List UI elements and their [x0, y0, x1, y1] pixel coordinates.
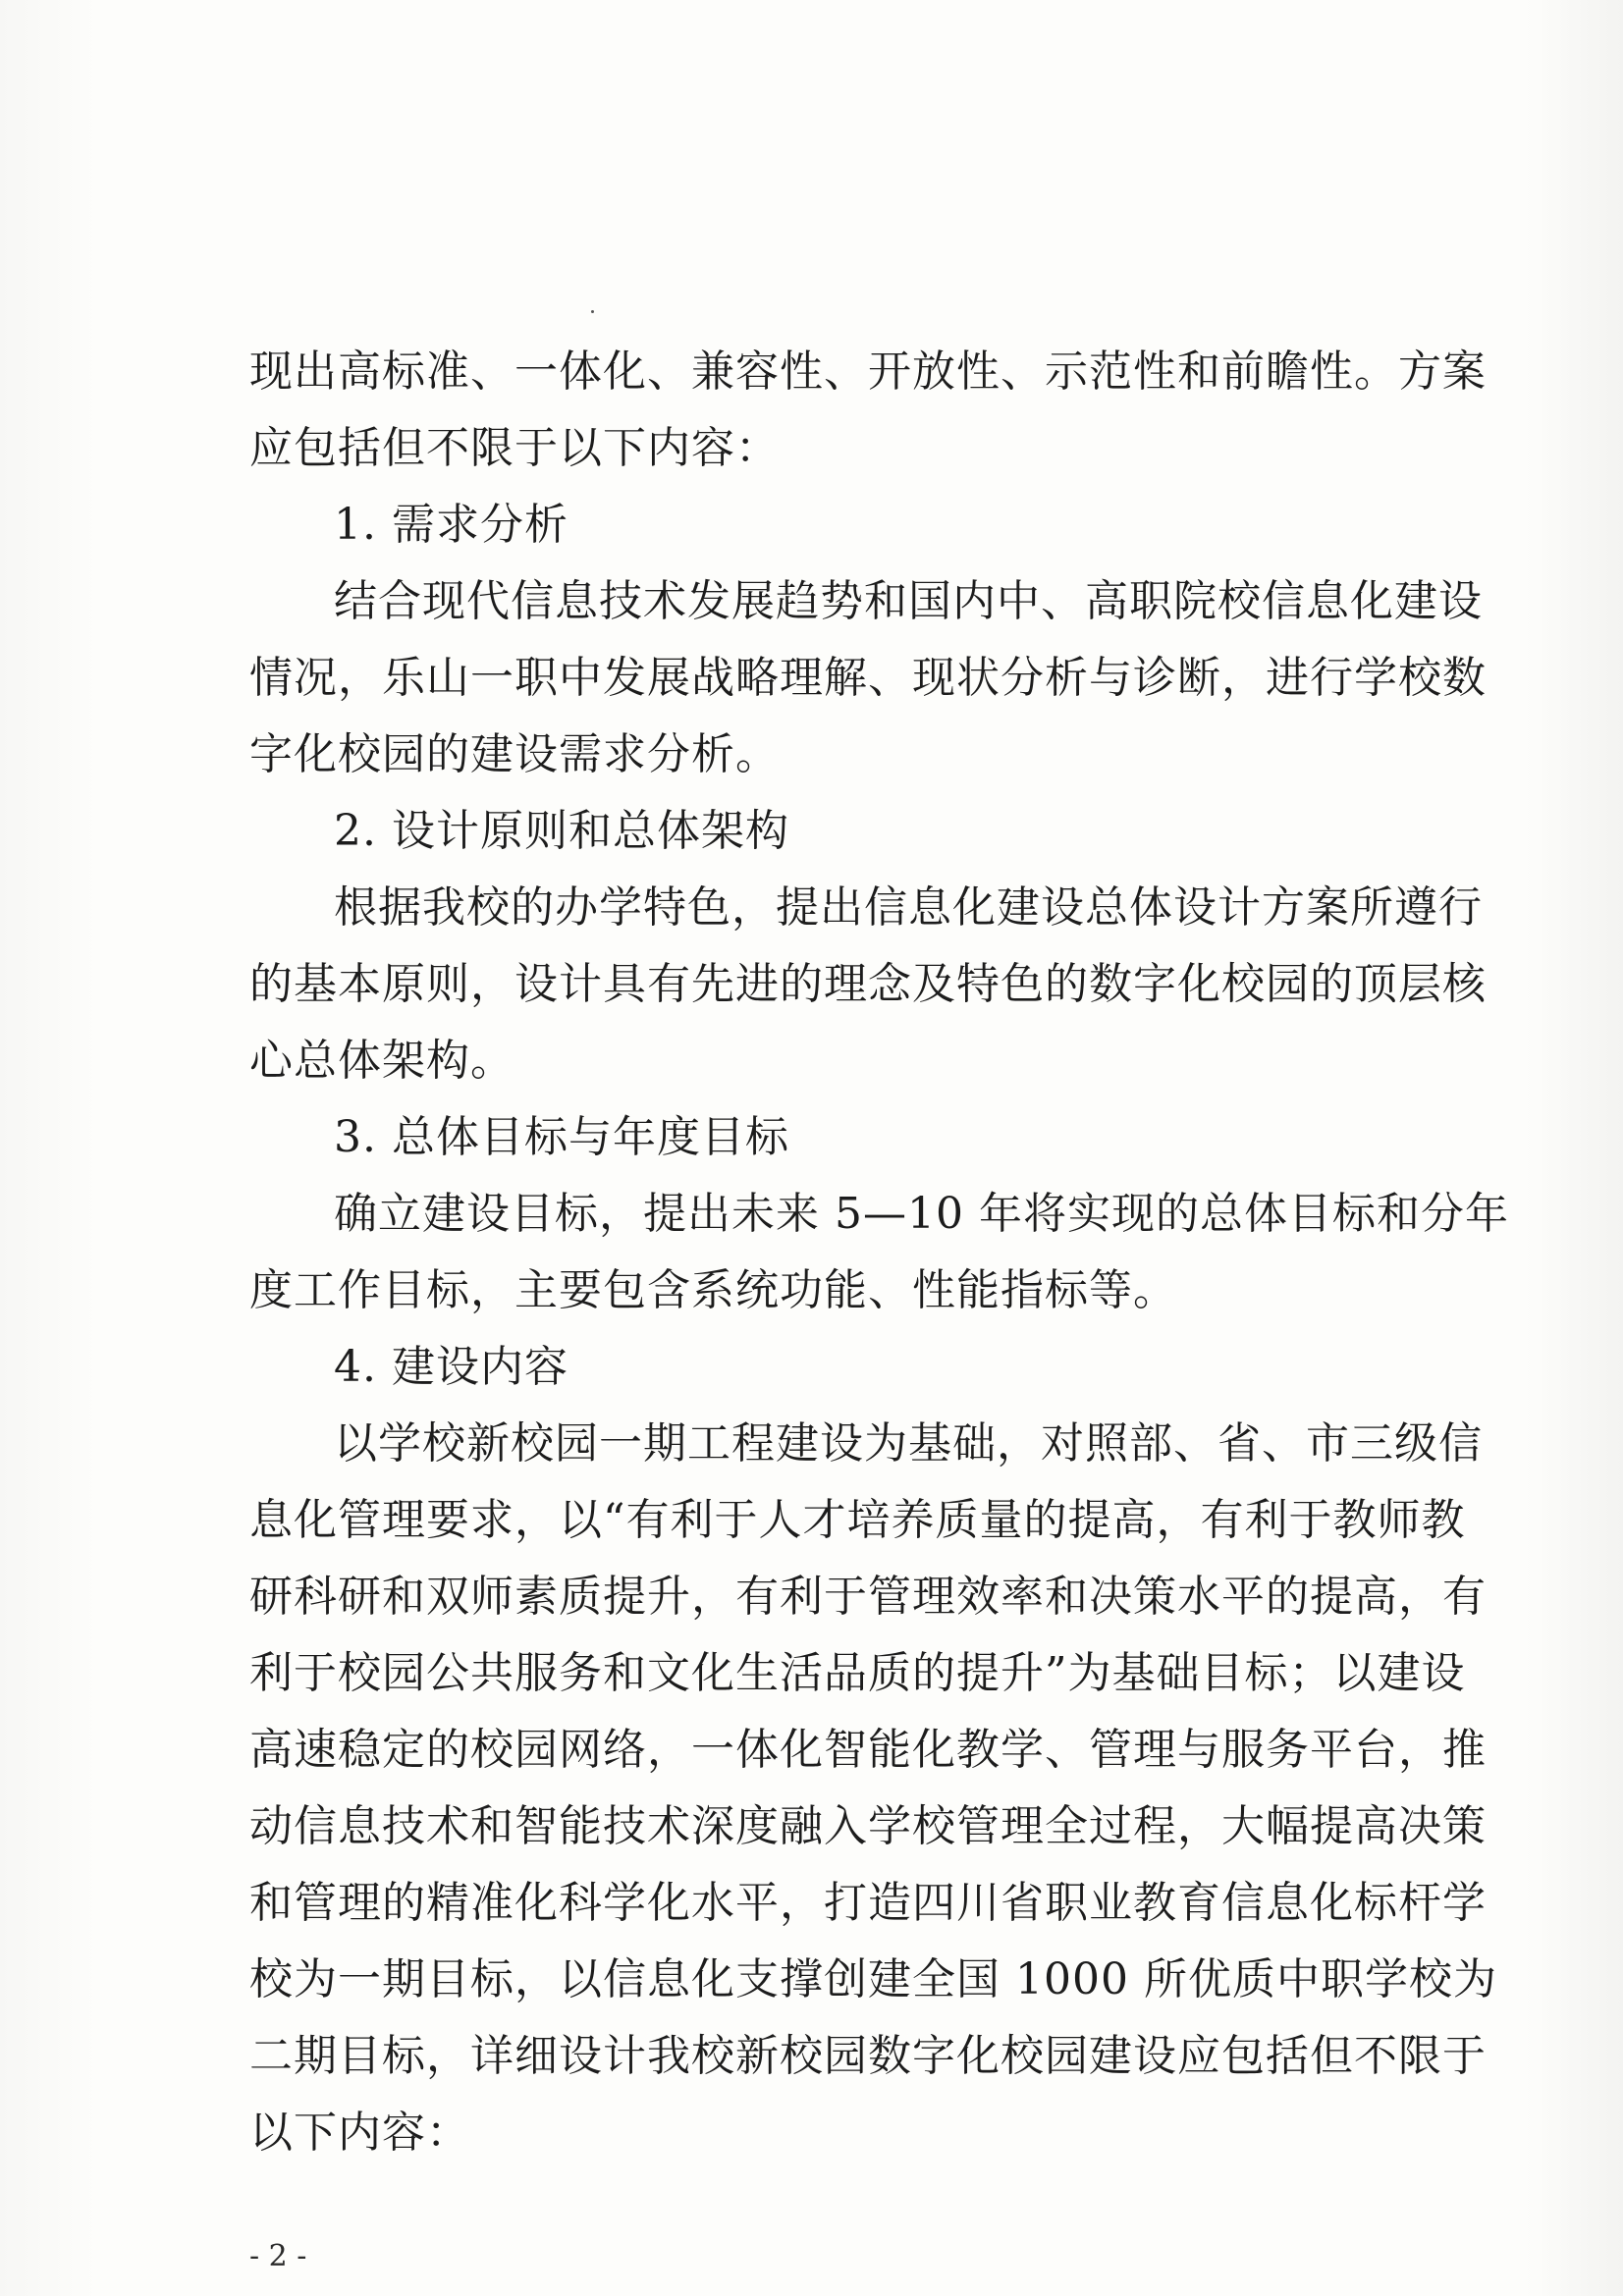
paragraph-line-4: 结合现代信息技术发展趋势和国内中、高职院校信息化建设 — [334, 576, 1483, 626]
paragraph-line-8: 根据我校的办学特色，提出信息化建设总体设计方案所遵行 — [334, 882, 1483, 933]
paragraph-line-9: 的基本原则，设计具有先进的理念及特色的数字化校园的顶层核 — [249, 959, 1487, 1009]
paragraph-line-16: 息化管理要求，以“有利于人才培养质量的提高，有利于教师教 — [249, 1495, 1466, 1545]
paragraph-line-17: 研科研和双师素质提升，有利于管理效率和决策水平的提高，有 — [249, 1572, 1487, 1622]
paragraph-line-12: 确立建设目标，提出未来 5—10 年将实现的总体目标和分年 — [334, 1189, 1509, 1239]
paragraph-line-1: 现出高标准、一体化、兼容性、开放性、示范性和前瞻性。方案 — [249, 347, 1487, 397]
paragraph-line-19: 高速稳定的校园网络，一体化智能化教学、管理与服务平台，推 — [249, 1725, 1487, 1775]
paragraph-line-24: 以下内容： — [249, 2108, 470, 2158]
paragraph-line-10: 心总体架构。 — [249, 1036, 514, 1086]
paragraph-line-23: 二期目标，详细设计我校新校园数字化校园建设应包括但不限于 — [249, 2031, 1487, 2081]
section-heading-1: 1. 需求分析 — [334, 500, 568, 550]
paragraph-line-13: 度工作目标，主要包含系统功能、性能指标等。 — [249, 1265, 1177, 1315]
paragraph-line-6: 字化校园的建设需求分析。 — [249, 729, 780, 779]
paragraph-line-21: 和管理的精准化科学化水平，打造四川省职业教育信息化标杆学 — [249, 1878, 1487, 1928]
section-heading-4: 4. 建设内容 — [334, 1342, 568, 1392]
paragraph-line-15: 以学校新校园一期工程建设为基础，对照部、省、市三级信 — [334, 1418, 1483, 1468]
paragraph-line-22: 校为一期目标，以信息化支撑创建全国 1000 所优质中职学校为 — [249, 1954, 1497, 2004]
page-number: - 2 - — [249, 2239, 307, 2273]
paragraph-line-2: 应包括但不限于以下内容： — [249, 423, 780, 473]
paragraph-line-20: 动信息技术和智能技术深度融入学校管理全过程，大幅提高决策 — [249, 1801, 1487, 1851]
section-heading-2: 2. 设计原则和总体架构 — [334, 806, 789, 856]
paragraph-line-5: 情况，乐山一职中发展战略理解、现状分析与诊断，进行学校数 — [249, 653, 1487, 703]
paragraph-line-18: 利于校园公共服务和文化生活品质的提升”为基础目标；以建设 — [249, 1648, 1466, 1698]
section-heading-3: 3. 总体目标与年度目标 — [334, 1112, 789, 1162]
